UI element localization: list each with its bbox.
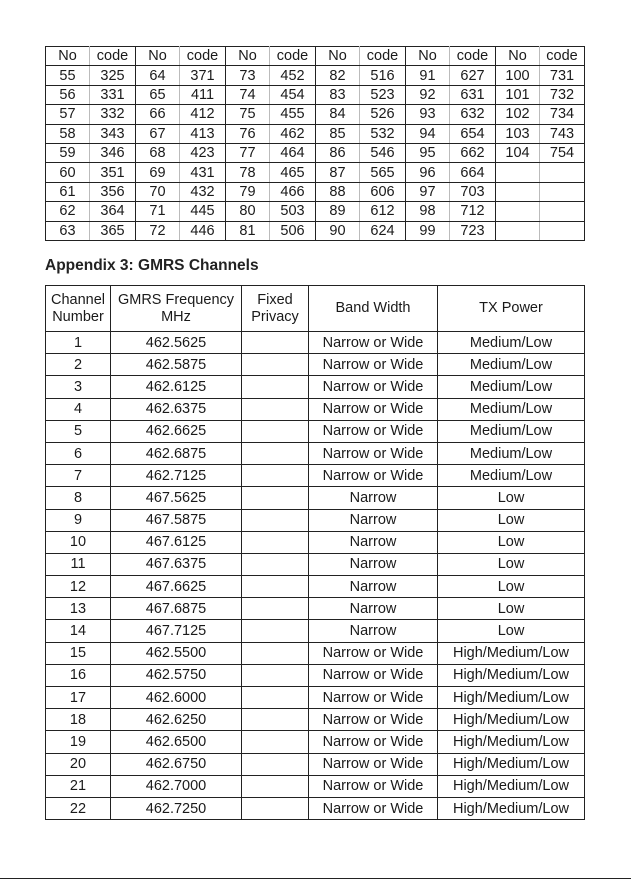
gmrs-cell-channel-number: 2 xyxy=(46,354,111,376)
codes-cell-code xyxy=(540,221,585,240)
codes-cell-code: 506 xyxy=(270,221,316,240)
codes-cell-no: 69 xyxy=(136,163,180,182)
codes-cell-code xyxy=(540,163,585,182)
codes-cell-no: 70 xyxy=(136,182,180,201)
gmrs-cell-channel-number: 16 xyxy=(46,664,111,686)
gmrs-cell-tx-power: Medium/Low xyxy=(438,420,585,442)
codes-cell-code: 331 xyxy=(90,85,136,104)
codes-cell-no: 80 xyxy=(226,202,270,221)
gmrs-header-tx-power: TX Power xyxy=(438,286,585,332)
gmrs-cell-tx-power: Low xyxy=(438,509,585,531)
gmrs-cell-band-width: Narrow or Wide xyxy=(309,465,438,487)
gmrs-cell-fixed-privacy xyxy=(242,797,309,819)
gmrs-cell-frequency: 467.6625 xyxy=(111,576,242,598)
gmrs-header-frequency: GMRS Frequency MHz xyxy=(111,286,242,332)
gmrs-cell-tx-power: High/Medium/Low xyxy=(438,797,585,819)
codes-cell-no: 59 xyxy=(46,143,90,162)
gmrs-cell-channel-number: 9 xyxy=(46,509,111,531)
codes-cell-code: 365 xyxy=(90,221,136,240)
gmrs-cell-band-width: Narrow xyxy=(309,531,438,553)
codes-cell-no xyxy=(496,202,540,221)
gmrs-cell-band-width: Narrow or Wide xyxy=(309,332,438,354)
codes-cell-code: 703 xyxy=(450,182,496,201)
codes-cell-no: 101 xyxy=(496,85,540,104)
codes-cell-code xyxy=(540,182,585,201)
codes-cell-no: 98 xyxy=(406,202,450,221)
codes-cell-no: 91 xyxy=(406,66,450,85)
codes-cell-code: 412 xyxy=(180,105,226,124)
gmrs-cell-frequency: 462.6750 xyxy=(111,753,242,775)
gmrs-header-fixed-privacy: Fixed Privacy xyxy=(242,286,309,332)
gmrs-cell-tx-power: High/Medium/Low xyxy=(438,709,585,731)
gmrs-cell-fixed-privacy xyxy=(242,531,309,553)
gmrs-cell-channel-number: 3 xyxy=(46,376,111,398)
gmrs-cell-fixed-privacy xyxy=(242,687,309,709)
gmrs-cell-tx-power: Low xyxy=(438,553,585,575)
gmrs-cell-channel-number: 11 xyxy=(46,553,111,575)
codes-header-no: No xyxy=(226,47,270,66)
gmrs-cell-band-width: Narrow or Wide xyxy=(309,420,438,442)
codes-cell-code: 464 xyxy=(270,143,316,162)
gmrs-cell-frequency: 462.7125 xyxy=(111,465,242,487)
gmrs-table-row xyxy=(46,420,585,442)
codes-cell-code: 712 xyxy=(450,202,496,221)
gmrs-cell-tx-power: Medium/Low xyxy=(438,376,585,398)
codes-cell-code: 454 xyxy=(270,85,316,104)
gmrs-cell-frequency: 462.5500 xyxy=(111,642,242,664)
gmrs-cell-channel-number: 5 xyxy=(46,420,111,442)
codes-cell-code: 445 xyxy=(180,202,226,221)
gmrs-cell-band-width: Narrow xyxy=(309,487,438,509)
gmrs-cell-channel-number: 4 xyxy=(46,398,111,420)
gmrs-cell-fixed-privacy xyxy=(242,753,309,775)
gmrs-cell-band-width: Narrow or Wide xyxy=(309,775,438,797)
gmrs-cell-frequency: 467.5625 xyxy=(111,487,242,509)
gmrs-table-row xyxy=(46,442,585,464)
codes-header-row xyxy=(46,47,585,66)
gmrs-table-row xyxy=(46,531,585,553)
codes-cell-no: 97 xyxy=(406,182,450,201)
gmrs-cell-fixed-privacy xyxy=(242,598,309,620)
gmrs-table-row xyxy=(46,487,585,509)
codes-cell-no: 92 xyxy=(406,85,450,104)
codes-header-code: code xyxy=(540,47,585,66)
gmrs-cell-tx-power: Medium/Low xyxy=(438,398,585,420)
codes-cell-code: 371 xyxy=(180,66,226,85)
codes-table-row xyxy=(46,66,585,85)
gmrs-table-row xyxy=(46,376,585,398)
codes-cell-code: 731 xyxy=(540,66,585,85)
gmrs-cell-channel-number: 8 xyxy=(46,487,111,509)
codes-cell-code: 631 xyxy=(450,85,496,104)
gmrs-cell-band-width: Narrow or Wide xyxy=(309,687,438,709)
gmrs-cell-tx-power: High/Medium/Low xyxy=(438,731,585,753)
codes-cell-code: 452 xyxy=(270,66,316,85)
gmrs-cell-frequency: 462.6500 xyxy=(111,731,242,753)
gmrs-cell-channel-number: 1 xyxy=(46,332,111,354)
gmrs-table-row xyxy=(46,398,585,420)
codes-header-code: code xyxy=(180,47,226,66)
gmrs-cell-tx-power: High/Medium/Low xyxy=(438,664,585,686)
codes-cell-no: 62 xyxy=(46,202,90,221)
codes-cell-code: 364 xyxy=(90,202,136,221)
codes-header-no: No xyxy=(406,47,450,66)
gmrs-cell-tx-power: Medium/Low xyxy=(438,354,585,376)
codes-cell-code: 325 xyxy=(90,66,136,85)
codes-cell-no: 64 xyxy=(136,66,180,85)
gmrs-cell-tx-power: Medium/Low xyxy=(438,332,585,354)
codes-cell-no: 99 xyxy=(406,221,450,240)
codes-cell-no: 66 xyxy=(136,105,180,124)
codes-cell-no: 81 xyxy=(226,221,270,240)
codes-cell-code: 754 xyxy=(540,143,585,162)
codes-cell-no: 104 xyxy=(496,143,540,162)
gmrs-cell-channel-number: 10 xyxy=(46,531,111,553)
codes-cell-no: 102 xyxy=(496,105,540,124)
codes-cell-code: 624 xyxy=(360,221,406,240)
codes-cell-no: 93 xyxy=(406,105,450,124)
gmrs-table-row xyxy=(46,553,585,575)
gmrs-cell-fixed-privacy xyxy=(242,642,309,664)
codes-cell-code: 351 xyxy=(90,163,136,182)
codes-cell-no: 78 xyxy=(226,163,270,182)
codes-cell-no: 60 xyxy=(46,163,90,182)
codes-cell-no: 56 xyxy=(46,85,90,104)
codes-table-row xyxy=(46,124,585,143)
gmrs-cell-fixed-privacy xyxy=(242,576,309,598)
gmrs-cell-frequency: 462.6000 xyxy=(111,687,242,709)
codes-cell-no: 90 xyxy=(316,221,360,240)
gmrs-cell-frequency: 462.5875 xyxy=(111,354,242,376)
codes-cell-code: 723 xyxy=(450,221,496,240)
codes-cell-no: 61 xyxy=(46,182,90,201)
gmrs-cell-fixed-privacy xyxy=(242,442,309,464)
gmrs-cell-fixed-privacy xyxy=(242,553,309,575)
gmrs-cell-fixed-privacy xyxy=(242,376,309,398)
gmrs-table-row xyxy=(46,598,585,620)
codes-cell-no: 100 xyxy=(496,66,540,85)
gmrs-cell-fixed-privacy xyxy=(242,664,309,686)
gmrs-table-row xyxy=(46,332,585,354)
codes-header-no: No xyxy=(136,47,180,66)
gmrs-table-row xyxy=(46,687,585,709)
codes-cell-code: 431 xyxy=(180,163,226,182)
codes-cell-code: 503 xyxy=(270,202,316,221)
codes-cell-code: 532 xyxy=(360,124,406,143)
gmrs-cell-frequency: 467.5875 xyxy=(111,509,242,531)
codes-cell-no: 73 xyxy=(226,66,270,85)
gmrs-cell-frequency: 467.6125 xyxy=(111,531,242,553)
codes-cell-code: 446 xyxy=(180,221,226,240)
gmrs-cell-tx-power: High/Medium/Low xyxy=(438,775,585,797)
gmrs-cell-fixed-privacy xyxy=(242,354,309,376)
codes-cell-code: 606 xyxy=(360,182,406,201)
gmrs-cell-fixed-privacy xyxy=(242,332,309,354)
gmrs-cell-tx-power: Low xyxy=(438,598,585,620)
codes-cell-code: 346 xyxy=(90,143,136,162)
codes-cell-no: 76 xyxy=(226,124,270,143)
codes-cell-no: 67 xyxy=(136,124,180,143)
codes-cell-no: 95 xyxy=(406,143,450,162)
codes-cell-code: 743 xyxy=(540,124,585,143)
gmrs-cell-tx-power: High/Medium/Low xyxy=(438,687,585,709)
gmrs-cell-frequency: 462.6875 xyxy=(111,442,242,464)
codes-cell-no: 88 xyxy=(316,182,360,201)
gmrs-header-band-width: Band Width xyxy=(309,286,438,332)
gmrs-cell-tx-power: Low xyxy=(438,620,585,642)
codes-cell-code: 734 xyxy=(540,105,585,124)
gmrs-cell-band-width: Narrow or Wide xyxy=(309,442,438,464)
codes-cell-no: 57 xyxy=(46,105,90,124)
gmrs-cell-tx-power: High/Medium/Low xyxy=(438,753,585,775)
gmrs-cell-band-width: Narrow or Wide xyxy=(309,664,438,686)
gmrs-table-row xyxy=(46,620,585,642)
gmrs-cell-frequency: 462.7000 xyxy=(111,775,242,797)
gmrs-cell-fixed-privacy xyxy=(242,731,309,753)
gmrs-cell-frequency: 462.6625 xyxy=(111,420,242,442)
gmrs-cell-frequency: 462.7250 xyxy=(111,797,242,819)
gmrs-cell-band-width: Narrow xyxy=(309,553,438,575)
gmrs-cell-tx-power: Low xyxy=(438,531,585,553)
gmrs-cell-channel-number: 6 xyxy=(46,442,111,464)
gmrs-table-row xyxy=(46,576,585,598)
codes-header-code: code xyxy=(450,47,496,66)
codes-header-no: No xyxy=(46,47,90,66)
gmrs-cell-fixed-privacy xyxy=(242,775,309,797)
gmrs-cell-frequency: 467.7125 xyxy=(111,620,242,642)
codes-cell-code: 411 xyxy=(180,85,226,104)
gmrs-table-row xyxy=(46,509,585,531)
gmrs-cell-band-width: Narrow xyxy=(309,576,438,598)
codes-cell-code: 627 xyxy=(450,66,496,85)
codes-cell-no xyxy=(496,182,540,201)
gmrs-table-row xyxy=(46,709,585,731)
gmrs-cell-frequency: 467.6375 xyxy=(111,553,242,575)
codes-cell-code xyxy=(540,202,585,221)
gmrs-header-channel-number: Channel Number xyxy=(46,286,111,332)
gmrs-cell-band-width: Narrow or Wide xyxy=(309,753,438,775)
gmrs-cell-channel-number: 20 xyxy=(46,753,111,775)
codes-cell-code: 455 xyxy=(270,105,316,124)
gmrs-cell-band-width: Narrow or Wide xyxy=(309,642,438,664)
gmrs-cell-band-width: Narrow or Wide xyxy=(309,731,438,753)
codes-table-row xyxy=(46,105,585,124)
codes-cell-no: 87 xyxy=(316,163,360,182)
codes-cell-no: 72 xyxy=(136,221,180,240)
gmrs-cell-frequency: 467.6875 xyxy=(111,598,242,620)
gmrs-cell-frequency: 462.6250 xyxy=(111,709,242,731)
gmrs-cell-channel-number: 18 xyxy=(46,709,111,731)
codes-table-row xyxy=(46,202,585,221)
gmrs-cell-channel-number: 17 xyxy=(46,687,111,709)
codes-cell-no: 58 xyxy=(46,124,90,143)
codes-cell-no: 103 xyxy=(496,124,540,143)
gmrs-cell-fixed-privacy xyxy=(242,620,309,642)
codes-table-row xyxy=(46,221,585,240)
codes-cell-no: 85 xyxy=(316,124,360,143)
codes-cell-code: 432 xyxy=(180,182,226,201)
gmrs-table-row xyxy=(46,753,585,775)
codes-cell-code: 546 xyxy=(360,143,406,162)
codes-cell-no: 68 xyxy=(136,143,180,162)
gmrs-header-row xyxy=(46,286,585,332)
codes-cell-no: 55 xyxy=(46,66,90,85)
gmrs-channels-table xyxy=(45,285,585,820)
gmrs-cell-fixed-privacy xyxy=(242,398,309,420)
codes-cell-no: 75 xyxy=(226,105,270,124)
gmrs-cell-band-width: Narrow or Wide xyxy=(309,398,438,420)
codes-cell-no: 79 xyxy=(226,182,270,201)
gmrs-table-row xyxy=(46,465,585,487)
codes-cell-no: 94 xyxy=(406,124,450,143)
codes-cell-no xyxy=(496,221,540,240)
gmrs-cell-frequency: 462.6125 xyxy=(111,376,242,398)
codes-cell-no: 89 xyxy=(316,202,360,221)
codes-cell-code: 462 xyxy=(270,124,316,143)
codes-cell-code: 526 xyxy=(360,105,406,124)
codes-header-code: code xyxy=(90,47,136,66)
codes-header-no: No xyxy=(496,47,540,66)
codes-cell-no: 74 xyxy=(226,85,270,104)
gmrs-cell-frequency: 462.5750 xyxy=(111,664,242,686)
codes-cell-no: 86 xyxy=(316,143,360,162)
codes-table-row xyxy=(46,182,585,201)
gmrs-cell-channel-number: 22 xyxy=(46,797,111,819)
codes-header-code: code xyxy=(270,47,316,66)
codes-cell-code: 466 xyxy=(270,182,316,201)
codes-cell-code: 612 xyxy=(360,202,406,221)
codes-table-row xyxy=(46,143,585,162)
gmrs-cell-frequency: 462.5625 xyxy=(111,332,242,354)
gmrs-cell-fixed-privacy xyxy=(242,709,309,731)
codes-cell-code: 516 xyxy=(360,66,406,85)
gmrs-table-row xyxy=(46,354,585,376)
codes-cell-no: 82 xyxy=(316,66,360,85)
gmrs-cell-tx-power: Medium/Low xyxy=(438,442,585,464)
gmrs-cell-channel-number: 14 xyxy=(46,620,111,642)
codes-table-row xyxy=(46,85,585,104)
codes-cell-no: 96 xyxy=(406,163,450,182)
gmrs-cell-band-width: Narrow or Wide xyxy=(309,709,438,731)
gmrs-cell-fixed-privacy xyxy=(242,465,309,487)
gmrs-cell-channel-number: 19 xyxy=(46,731,111,753)
appendix-title: Appendix 3: GMRS Channels xyxy=(45,257,259,274)
codes-cell-no xyxy=(496,163,540,182)
codes-cell-code: 413 xyxy=(180,124,226,143)
gmrs-table-row xyxy=(46,664,585,686)
gmrs-cell-frequency: 462.6375 xyxy=(111,398,242,420)
gmrs-table-row xyxy=(46,731,585,753)
codes-cell-code: 664 xyxy=(450,163,496,182)
gmrs-cell-channel-number: 13 xyxy=(46,598,111,620)
codes-cell-no: 77 xyxy=(226,143,270,162)
codes-cell-no: 71 xyxy=(136,202,180,221)
gmrs-cell-band-width: Narrow xyxy=(309,620,438,642)
codes-cell-no: 83 xyxy=(316,85,360,104)
gmrs-cell-band-width: Narrow or Wide xyxy=(309,376,438,398)
privacy-codes-table xyxy=(45,46,585,241)
codes-cell-code: 332 xyxy=(90,105,136,124)
codes-cell-code: 465 xyxy=(270,163,316,182)
gmrs-cell-channel-number: 7 xyxy=(46,465,111,487)
gmrs-cell-channel-number: 21 xyxy=(46,775,111,797)
codes-cell-code: 423 xyxy=(180,143,226,162)
gmrs-table-row xyxy=(46,775,585,797)
gmrs-cell-tx-power: Low xyxy=(438,576,585,598)
gmrs-cell-tx-power: Medium/Low xyxy=(438,465,585,487)
gmrs-table-row xyxy=(46,797,585,819)
gmrs-table-row xyxy=(46,642,585,664)
gmrs-cell-band-width: Narrow xyxy=(309,598,438,620)
codes-cell-code: 523 xyxy=(360,85,406,104)
gmrs-cell-band-width: Narrow or Wide xyxy=(309,797,438,819)
gmrs-cell-tx-power: Low xyxy=(438,487,585,509)
gmrs-cell-channel-number: 12 xyxy=(46,576,111,598)
gmrs-cell-fixed-privacy xyxy=(242,420,309,442)
codes-cell-code: 654 xyxy=(450,124,496,143)
codes-cell-code: 356 xyxy=(90,182,136,201)
codes-table-row xyxy=(46,163,585,182)
codes-cell-no: 84 xyxy=(316,105,360,124)
gmrs-cell-band-width: Narrow xyxy=(309,509,438,531)
gmrs-cell-tx-power: High/Medium/Low xyxy=(438,642,585,664)
codes-cell-code: 732 xyxy=(540,85,585,104)
gmrs-cell-fixed-privacy xyxy=(242,487,309,509)
codes-cell-no: 63 xyxy=(46,221,90,240)
gmrs-cell-fixed-privacy xyxy=(242,509,309,531)
codes-cell-code: 343 xyxy=(90,124,136,143)
codes-cell-code: 662 xyxy=(450,143,496,162)
codes-cell-no: 65 xyxy=(136,85,180,104)
codes-cell-code: 565 xyxy=(360,163,406,182)
gmrs-cell-channel-number: 15 xyxy=(46,642,111,664)
codes-header-no: No xyxy=(316,47,360,66)
codes-cell-code: 632 xyxy=(450,105,496,124)
gmrs-cell-band-width: Narrow or Wide xyxy=(309,354,438,376)
codes-header-code: code xyxy=(360,47,406,66)
page-bottom-rule xyxy=(0,878,631,879)
